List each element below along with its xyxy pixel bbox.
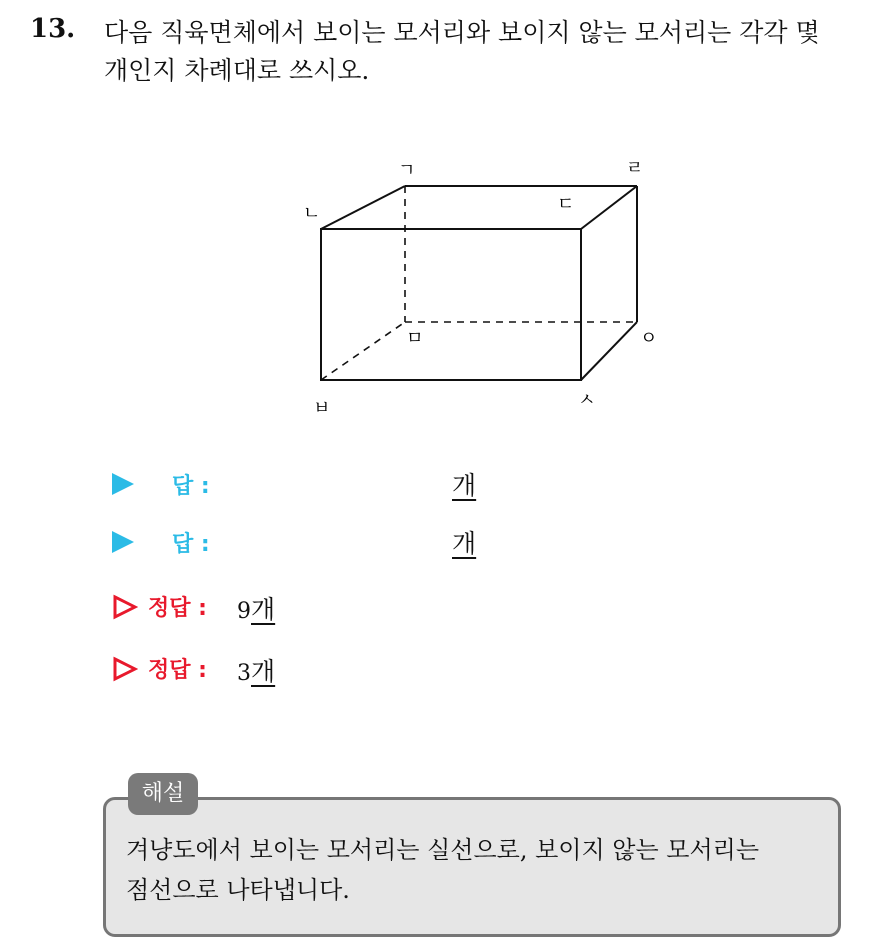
answer-unit[interactable]: 개 — [452, 471, 477, 500]
correct-value: 9 — [237, 599, 251, 624]
answer-marker-icon — [112, 473, 134, 495]
answer-label: 답 : — [172, 532, 210, 557]
answer-label: 답 : — [172, 474, 210, 499]
answer-unit[interactable]: 개 — [452, 529, 477, 558]
question-line-1: 다음 직육면체에서 보이는 모서리와 보이지 않는 모서리는 각각 몇 — [104, 18, 820, 47]
correct-row-1 — [112, 588, 512, 624]
vertex-label-siot: ㅅ — [578, 390, 596, 411]
vertex-label-digeut: ㄷ — [557, 194, 575, 215]
edge-top-right — [581, 186, 637, 229]
correct-label: 정답 : — [148, 596, 207, 621]
answer-marker-icon — [112, 531, 134, 553]
answer-row-1 — [112, 466, 712, 502]
correct-marker-icon — [112, 594, 138, 620]
correct-unit: 개 — [251, 657, 276, 686]
correct-answer — [237, 590, 275, 626]
answer-row-2 — [112, 524, 712, 560]
explanation-tag: 해설 — [128, 773, 198, 815]
explanation-text — [126, 830, 836, 910]
vertex-label-rieul: ㄹ — [626, 158, 644, 179]
explanation-line-1: 겨냥도에서 보이는 모서리는 실선으로, 보이지 않는 모서리는 — [126, 836, 760, 864]
hidden-edge-bottom-left — [321, 322, 405, 380]
vertex-label-mieum: ㅁ — [406, 328, 424, 349]
vertex-label-ieung: ㅇ — [640, 328, 658, 349]
question-line-2: 개인지 차례대로 쓰시오. — [104, 56, 370, 85]
correct-marker-icon — [112, 656, 138, 682]
edge-bottom-right — [581, 322, 637, 380]
correct-row-2 — [112, 650, 512, 686]
vertex-label-giyeok: ㄱ — [398, 160, 416, 181]
explanation-line-2: 점선으로 나타냅니다. — [126, 876, 350, 904]
correct-label: 정답 : — [148, 658, 207, 683]
vertex-label-bieup: ㅂ — [313, 398, 331, 419]
correct-answer — [237, 652, 275, 688]
vertex-label-nieun: ㄴ — [303, 203, 321, 224]
front-face — [321, 229, 581, 380]
edge-top-left — [321, 186, 405, 229]
question-number: 13. — [30, 14, 76, 44]
correct-value: 3 — [237, 661, 251, 686]
correct-unit: 개 — [251, 595, 276, 624]
